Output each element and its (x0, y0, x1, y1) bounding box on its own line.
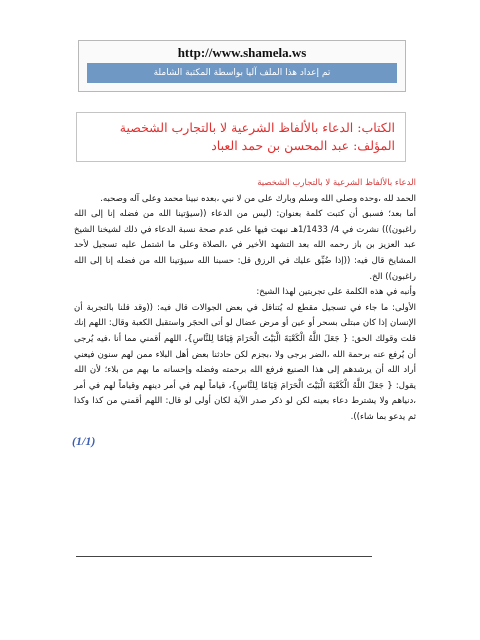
book-author: المؤلف: عبد المحسن بن حمد العباد (211, 138, 395, 153)
footer-divider (76, 556, 372, 557)
paragraph: الحمد لله ،وحده وصلى الله وسلم وبارك على من لا نبي ،بعده نبينا محمد وعلى آله وصحبه. (100, 193, 416, 204)
page-content (74, 176, 416, 426)
paragraph: الأولى: ما جاء في تسجيل مقطع له يُتناقل في بعض الجوالات قال فيه: ((وقد قلنا بالتجربة أن الإنسان إذا كان مبتلى بسحر أو عين أو مرض عضال لو أتى الحجَر واستقبل الكعبة وقال: اللهم إنك قلت وقولك الحق: { جَعَلَ اللَّهُ الْكَعْبَةَ الْبَيْتَ الْحَرَامَ قِيَامًا لِلنَّاسِ}، اللهم أقمني مما أنا ،فيه يُرجى أن يُرفع عنه برحمة الله ،الضر برجى ولا ،بجزم لكن حادثنا بعض أهل البلاء ممن لهم سنون فيعني أراد الله أن يرشدهم إلى هذا الصنيع فرفع الله برحمته وفضله وإحسانه ما بهم من بلاء؛ لأن الله يقول: { جَعَلَ اللَّهُ الْكَعْبَةَ الْبَيْتَ الْحَرَامَ قِيَامًا لِلنَّاسِ}، قياماً لهم في أمر دينهم وقياماً لهم في أمر ،دنياهم ولا يشترط دعاء بعينه لكن لو ذكر صدر الآية لكان أولى لو قال: اللهم أقمني من كذا وكذا ثم يدعو بما شاء)). (74, 302, 416, 422)
paragraph: وأنبه في هذه الكلمة على تجربتين لهذا الشيخ: (256, 287, 416, 298)
generated-banner: تم إعداد هذا الملف آليا بواسطة المكتبة الشاملة (87, 63, 397, 83)
book-title: الكتاب: الدعاء بالألفاظ الشرعية لا بالتجارب الشخصية (119, 120, 395, 135)
source-url[interactable]: http://www.shamela.ws (177, 45, 307, 60)
paragraph: أما بعد؛ فسبق أن كتبت كلمة بعنوان: (ليس من الدعاء ((سيؤتينا الله من فضله إنا إلى الله راغبون))) نشرت في 4/ 1/1433هـ نبهت فيها على عدم صحة نسبة الدعاء في ذلك لشيخنا الشيخ عبد العزيز بن باز رحمه الله بعد التشهد الأخير في ،الصلاة وعلى ما اشتمل عليه تسجيل لأحد المشايخ قال فيه: ((إذا ضُيِّق عليك في الرزق قل: حسبنا الله سيؤتينا الله من فضله إنا إلى الله راغبون)) الخ. (74, 209, 416, 282)
page-number: (1/1) (72, 434, 96, 448)
content-heading: الدعاء بالألفاظ الشرعية لا بالتجارب الشخصية (257, 178, 416, 188)
book-info-box (76, 112, 406, 162)
header-box (78, 40, 406, 92)
